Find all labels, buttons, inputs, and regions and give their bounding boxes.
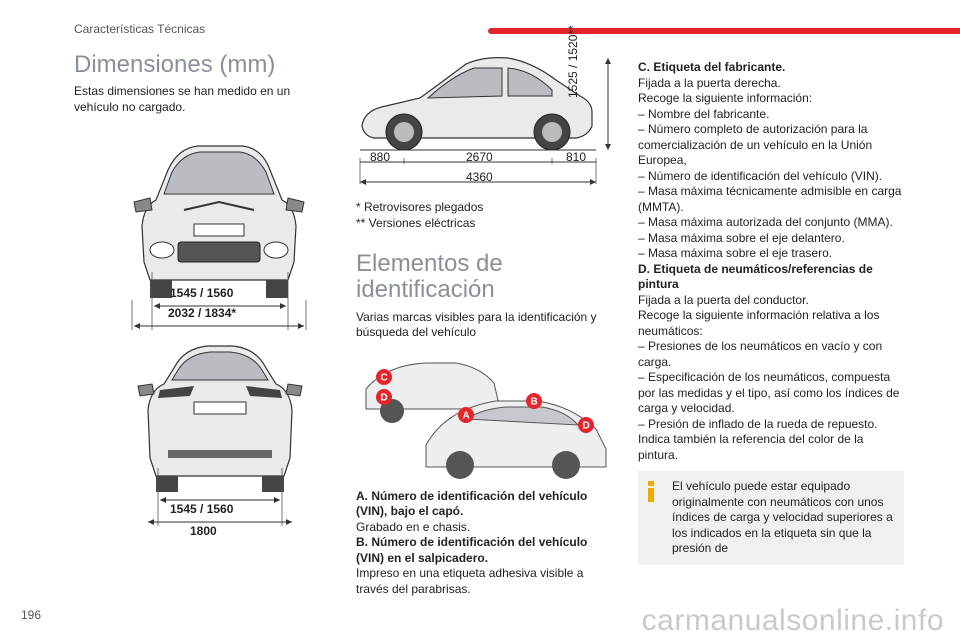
item-d-list xyxy=(638,339,904,432)
rear-width-label: 1800 xyxy=(190,524,217,538)
front-overhang-label: 880 xyxy=(370,150,391,164)
front-track-label: 1545 / 1560 xyxy=(170,286,234,300)
badge-d-left xyxy=(376,389,392,405)
list-item: – Masa máxima técnicamente admisible en carga (MMTA). xyxy=(638,184,902,214)
rear-overhang-label: 810 xyxy=(566,150,587,164)
list-item: – Número de identificación del vehículo (VIN). xyxy=(638,168,883,183)
identification-illustration xyxy=(356,349,618,479)
header-title: Características Técnicas xyxy=(74,22,206,36)
badge-d-right xyxy=(578,417,594,433)
svg-text:C: C xyxy=(380,372,388,384)
list-item: – Número completo de autorización para la comercialización de un vehículo en la Unión Europea, xyxy=(638,122,873,167)
labels-column xyxy=(638,60,904,565)
info-text: El vehículo puede estar equipado originalmente con neumáticos con unos índices de carga y velocidad superiores a los indicados en la etiqueta sin que la presión de xyxy=(672,479,893,555)
dimensions-column xyxy=(74,51,314,538)
wheelbase-label: 2670 xyxy=(466,150,493,164)
front-width-label: 2032 / 1834* xyxy=(168,306,237,320)
dimensions-title: Dimensiones (mm) xyxy=(74,51,276,78)
svg-text:A: A xyxy=(462,410,470,422)
item-d-title: D. Etiqueta de neumáticos/referencias de pintura xyxy=(638,261,873,291)
item-d-text2: Recoge la siguiente información relativa a los neumáticos: xyxy=(638,308,880,338)
list-item: – Masa máxima autorizada del conjunto (MMA). xyxy=(638,215,893,229)
item-c-list xyxy=(638,107,904,262)
badge-a xyxy=(458,407,474,423)
svg-text:B: B xyxy=(530,396,538,408)
item-b-text: Impreso en una etiqueta adhesiva visible a través del parabrisas. xyxy=(356,566,584,596)
item-c-text1: Fijada a la puerta derecha. xyxy=(638,75,781,90)
badge-b xyxy=(526,393,542,409)
list-item: – Presión de inflado de la rueda de repuesto. xyxy=(638,416,878,431)
info-icon xyxy=(648,481,654,501)
item-c-title: C. Etiqueta del fabricante. xyxy=(638,60,786,74)
header-accent-bar xyxy=(488,28,960,34)
list-item: – Presiones de los neumáticos en vacío y con carga. xyxy=(638,339,883,369)
rear-track-label: 1545 / 1560 xyxy=(170,502,234,516)
overall-length-label: 4360 xyxy=(466,170,493,184)
list-item: – Masa máxima sobre el eje trasero. xyxy=(638,246,833,260)
page-number: 196 xyxy=(21,608,42,622)
list-item: – Nombre del fabricante. xyxy=(638,106,770,121)
identification-intro: Varias marcas visibles para la identificación y búsqueda del vehículo xyxy=(356,309,597,340)
note-mirrors: * Retrovisores plegados xyxy=(356,200,484,214)
item-a-text: Grabado en e chasis. xyxy=(356,519,471,534)
dimensions-intro: Estas dimensiones se han medido en un vehículo no cargado. xyxy=(74,84,291,114)
badge-c xyxy=(376,369,392,385)
watermark: carmanualsonline.info xyxy=(641,604,944,637)
car-front-view xyxy=(98,130,338,330)
list-item: – Especificación de los neumáticos, compuesta por las medidas y el tipo, así como los índices de carga y velocidad. xyxy=(638,370,900,415)
svg-text:D: D xyxy=(582,420,590,432)
item-c-text2: Recoge la siguiente información: xyxy=(638,91,813,105)
side-height-label: 1525 / 1520** xyxy=(566,25,580,98)
svg-text:D: D xyxy=(380,392,388,404)
item-a-title: A. Número de identificación del vehículo (VIN), bajo el capó. xyxy=(356,488,588,519)
identification-title: Elementos de identificación xyxy=(356,250,503,304)
note-electric: ** Versiones eléctricas xyxy=(356,215,476,230)
item-d-text3: Indica también la referencia del color de la pintura. xyxy=(638,432,864,462)
item-d-text1: Fijada a la puerta del conductor. xyxy=(638,292,809,307)
list-item: – Masa máxima sobre el eje delantero. xyxy=(638,230,845,245)
item-b-title: B. Número de identificación del vehículo (VIN) en el salpicadero. xyxy=(356,535,588,565)
info-box xyxy=(638,471,904,565)
